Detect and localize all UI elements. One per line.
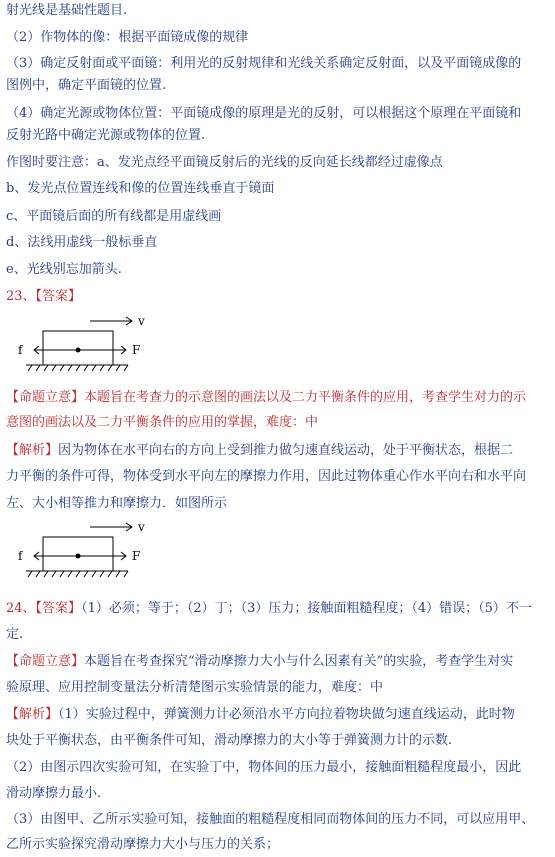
analysis-tag: 【解析】 bbox=[6, 443, 59, 458]
q24-intent-line: 【命题立意】本题旨在考查探究“滑动摩擦力大小与什么因素有关”的实验，考查学生对实 bbox=[6, 654, 514, 669]
text-line: 作图时要注意：a、发光点经平面镜反射后的光线的反向延长线都经过虚像点 bbox=[6, 155, 443, 170]
text-line: （3）确定反射面或平面镜：利用光的反射规律和光线关系确定反射面，以及平面镜成像的 bbox=[6, 56, 522, 71]
velocity-label: v bbox=[138, 314, 145, 328]
text-line: e、光线别忘加箭头. bbox=[6, 262, 122, 277]
q24-analysis-line: （3）由图甲、乙所示实验可知，接触面的粗糙程度相同而物体间的压力不同，可以应用甲、 bbox=[6, 812, 535, 827]
friction-label: f bbox=[18, 343, 23, 357]
q24-analysis-line: 块处于平衡状态，由平衡条件可知，滑动摩擦力的大小等于弹簧测力计的示数. bbox=[6, 733, 453, 748]
q23-analysis-line: 力平衡的条件可得，物体受到水平向左的摩擦力作用，因此过物体重心作水平向右和水平向 bbox=[6, 469, 527, 484]
text-line: （2）作物体的像：根据平面镜成像的规律 bbox=[6, 30, 249, 45]
text-line: 反射光路中确定光源或物体的位置. bbox=[6, 128, 206, 143]
question-number: 23、 bbox=[6, 289, 36, 304]
center-of-gravity bbox=[76, 554, 81, 559]
force-diagram bbox=[18, 313, 168, 373]
q23-intent-line: 意图的画法以及二力平衡条件的应用的掌握，难度：中 bbox=[6, 415, 319, 430]
answer-tag: 【答案】 bbox=[35, 289, 82, 304]
text-line: 射光线是基础性题目. bbox=[6, 3, 128, 18]
intent-tag: 【命题立意】 bbox=[6, 390, 85, 405]
center-of-gravity bbox=[76, 348, 81, 353]
ground-hatch bbox=[28, 571, 128, 577]
answer-tag: 【答案】 bbox=[35, 601, 82, 616]
force-diagram bbox=[18, 519, 168, 579]
analysis-tag: 【解析】 bbox=[6, 707, 59, 722]
q23-analysis-line: 左、大小相等推力和摩擦力．如图所示 bbox=[6, 496, 228, 511]
q23-analysis-line: 【解析】因为物体在水平向右的方向上受到推力做匀速直线运动，处于平衡状态，根据二 bbox=[6, 443, 514, 458]
q24-analysis-line: （2）由图示四次实验可知，在实验丁中，物体间的压力最小，接触面粗糙程度最小，因此 bbox=[6, 760, 522, 775]
text-line: （4）确定光源或物体位置：平面镜成像的原理是光的反射，可以根据这个原理在平面镜和 bbox=[6, 106, 522, 121]
q24-analysis-line: 【解析】（1）实验过程中，弹簧测力计必须沿水平方向拉着物块做匀速直线运动，此时物 bbox=[6, 707, 515, 722]
push-force-label: F bbox=[132, 549, 141, 563]
q23-intent-line: 【命题立意】本题旨在考查力的示意图的画法以及二力平衡条件的应用，考查学生对力的示 bbox=[6, 390, 527, 405]
q23-answer-heading bbox=[6, 288, 81, 305]
question-number: 24、 bbox=[6, 601, 36, 616]
ground-hatch bbox=[28, 365, 128, 371]
text-line: d、法线用虚线一般标垂直 bbox=[6, 235, 158, 250]
text-line: 图例中，确定平面镜的位置. bbox=[6, 78, 167, 93]
q24-answer-line: 定. bbox=[6, 627, 24, 642]
q24-analysis-line: 乙所示实验探究滑动摩擦力大小与压力的关系； bbox=[6, 837, 280, 852]
q24-answer-line: 24、【答案】（1）必须；等于；（2）丁；（3）压力；接触面粗糙程度；（4）错误；（5）不一 bbox=[6, 601, 532, 616]
intent-tag: 【命题立意】 bbox=[6, 654, 85, 669]
push-force-label: F bbox=[132, 343, 141, 357]
q24-intent-line: 验原理、应用控制变量法分析清楚图示实验情景的能力，难度：中 bbox=[6, 680, 384, 695]
velocity-label: v bbox=[138, 520, 145, 534]
text-line: b、发光点位置连线和像的位置连线垂直于镜面 bbox=[6, 181, 275, 196]
friction-label: f bbox=[18, 549, 23, 563]
text-line: c、平面镜后面的所有线都是用虚线画 bbox=[6, 209, 222, 224]
q24-analysis-line: 滑动摩擦力最小. bbox=[6, 786, 102, 801]
